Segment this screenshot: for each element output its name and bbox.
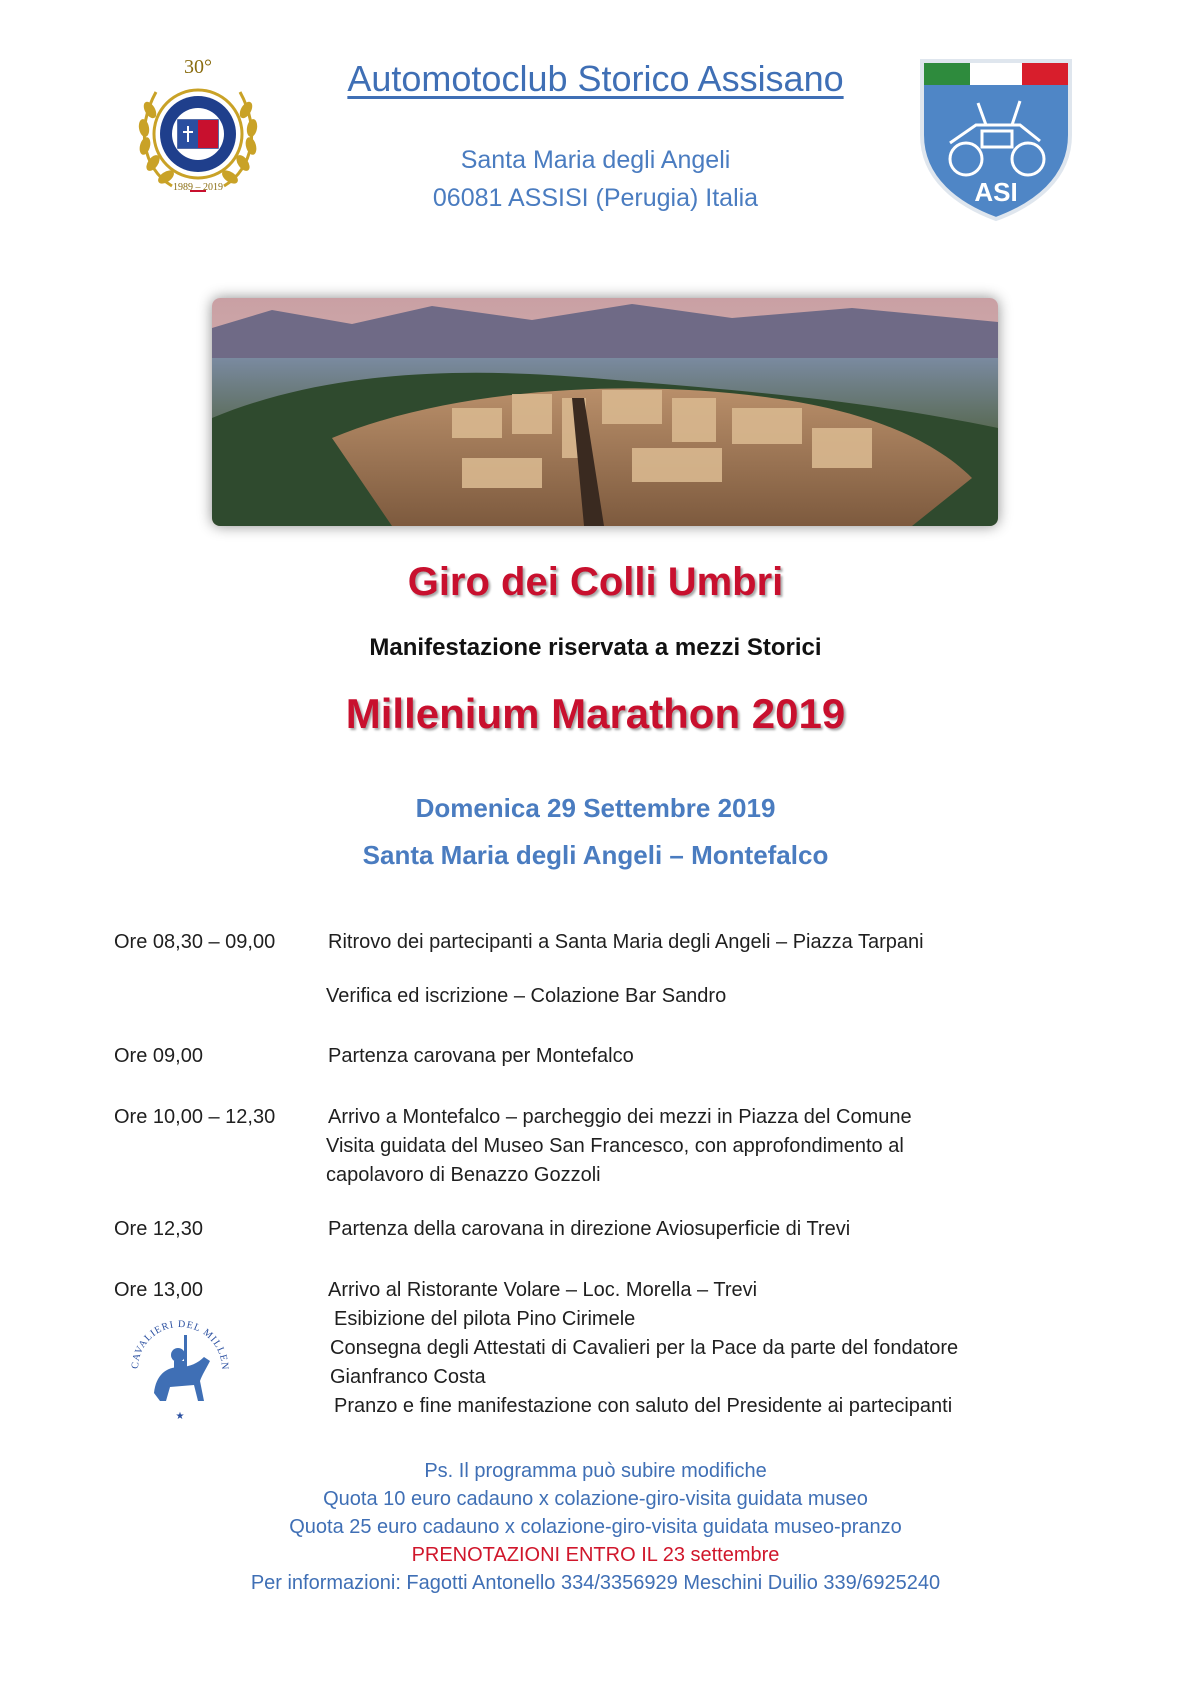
- seal-ring-text: CAVALIERI DEL MILLEN: [129, 1318, 231, 1371]
- schedule-line: capolavoro di Benazzo Gozzoli: [326, 1164, 601, 1186]
- schedule-time: Ore 08,30 – 09,00: [114, 931, 276, 953]
- svg-text:★: ★: [175, 1411, 185, 1422]
- asi-shield-logo: [916, 55, 1076, 223]
- schedule-line: Ritrovo dei partecipanti a Santa Maria degli Angeli – Piazza Tarpani: [328, 931, 924, 953]
- asa-logo-30: 30°: [184, 56, 212, 78]
- quota-2: Quota 25 euro cadauno x colazione-giro-visita guidata museo-pranzo: [289, 1516, 902, 1538]
- event-date: Domenica 29 Settembre 2019: [415, 793, 776, 823]
- event-subtitle: Manifestazione riservata a mezzi Storici: [369, 634, 822, 661]
- schedule-line: Arrivo a Montefalco – parcheggio dei mezzi in Piazza del Comune: [328, 1106, 912, 1128]
- aerial-town-photo: [212, 298, 998, 526]
- contact-info: Per informazioni: Fagotti Antonello 334/3356929 Meschini Duilio 339/6925240: [250, 1572, 941, 1594]
- program-note: Ps. Il programma può subire modifiche: [424, 1460, 767, 1482]
- event-route: Santa Maria degli Angeli – Montefalco: [362, 840, 829, 870]
- schedule-line: Consegna degli Attestati di Cavalieri per la Pace da parte del fondatore: [330, 1337, 959, 1359]
- schedule-time: Ore 10,00 – 12,30: [114, 1106, 276, 1128]
- schedule-line: Arrivo al Ristorante Volare – Loc. Morella – Trevi: [328, 1279, 758, 1301]
- address-line-2: 06081 ASSISI (Perugia) Italia: [432, 184, 759, 212]
- event-title: Giro dei Colli Umbri: [407, 560, 784, 604]
- address-line-1: Santa Maria degli Angeli: [460, 146, 731, 174]
- schedule-line: Esibizione del pilota Pino Cirimele: [334, 1308, 636, 1330]
- schedule-line: Pranzo e fine manifestazione con saluto del Presidente ai partecipanti: [334, 1395, 953, 1417]
- schedule-line: Verifica ed iscrizione – Colazione Bar Sandro: [326, 985, 727, 1007]
- schedule-line: Partenza carovana per Montefalco: [328, 1045, 634, 1067]
- asi-logo-text: ASI: [974, 177, 1018, 207]
- event-name: Millenium Marathon 2019: [345, 690, 846, 737]
- quota-1: Quota 10 euro cadauno x colazione-giro-visita guidata museo: [323, 1488, 868, 1510]
- asa-logo-years: 1989 – 2019: [173, 182, 223, 193]
- schedule-line: Visita guidata del Museo San Francesco, con approfondimento al: [326, 1135, 904, 1157]
- schedule-line: Partenza della carovana in direzione Aviosuperficie di Trevi: [328, 1218, 851, 1240]
- schedule-time: Ore 12,30: [114, 1218, 203, 1240]
- cavalieri-seal-icon: [120, 1305, 240, 1425]
- booking-deadline: PRENOTAZIONI ENTRO IL 23 settembre: [411, 1544, 780, 1566]
- club-name[interactable]: Automotoclub Storico Assisano: [347, 58, 844, 99]
- schedule-time: Ore 13,00: [114, 1279, 203, 1301]
- schedule-line: Gianfranco Costa: [330, 1366, 486, 1388]
- schedule-time: Ore 09,00: [114, 1045, 203, 1067]
